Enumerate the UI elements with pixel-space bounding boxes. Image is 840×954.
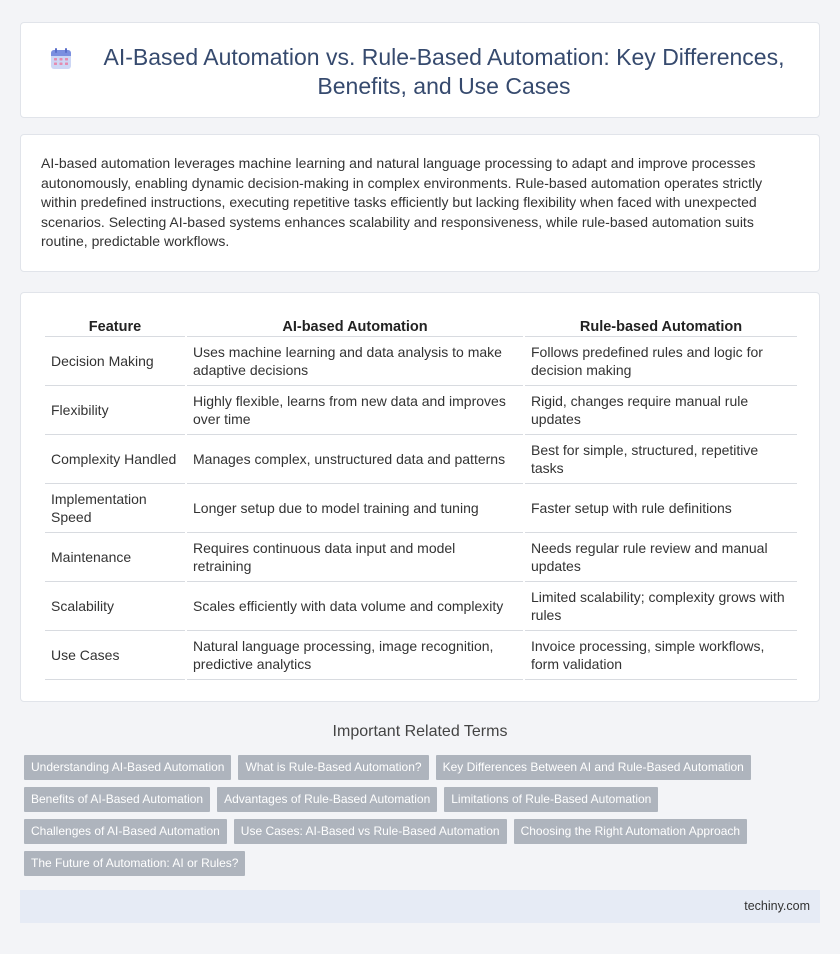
comparison-table	[43, 315, 799, 680]
table-row	[45, 337, 797, 386]
table-row	[45, 533, 797, 582]
feature-cell: Implementation Speed	[45, 484, 185, 533]
intro-paragraph: AI-based automation leverages machine learning and natural language processing to adapt and improve processes autonomously, enabling dynamic decision-making in complex environments. Rule-based automation operates strictly within predefined instructions, executing repetitive tasks efficiently but lacking flexibility when faced with unexpected scenarios. Selecting AI-based systems enhances scalability and responsiveness, while rule-based automation suits routine, predictable workflows.	[41, 155, 763, 249]
footer	[20, 890, 820, 923]
title-card	[20, 22, 820, 118]
feature-cell: Maintenance	[45, 533, 185, 582]
intro-card	[20, 134, 820, 272]
related-term-tag[interactable]: What is Rule-Based Automation?	[238, 755, 428, 780]
feature-cell: Scalability	[45, 582, 185, 631]
ai-cell: Uses machine learning and data analysis to make adaptive decisions	[187, 337, 523, 386]
related-term-tag[interactable]: Benefits of AI-Based Automation	[24, 787, 210, 812]
related-term-tag[interactable]: Limitations of Rule-Based Automation	[444, 787, 658, 812]
feature-cell: Complexity Handled	[45, 435, 185, 484]
table-header-row	[45, 315, 797, 337]
table-row	[45, 631, 797, 680]
related-term-tag[interactable]: Advantages of Rule-Based Automation	[217, 787, 437, 812]
rule-cell: Limited scalability; complexity grows with rules	[525, 582, 797, 631]
rule-cell: Needs regular rule review and manual updates	[525, 533, 797, 582]
ai-cell: Natural language processing, image recognition, predictive analytics	[187, 631, 523, 680]
rule-cell: Best for simple, structured, repetitive tasks	[525, 435, 797, 484]
header-rule-based: Rule-based Automation	[525, 315, 797, 337]
related-terms-list	[24, 755, 814, 876]
page-title: AI-Based Automation vs. Rule-Based Automation: Key Differences, Benefits, and Use Cases	[103, 44, 785, 99]
related-term-tag[interactable]: Understanding AI-Based Automation	[24, 755, 231, 780]
related-term-tag[interactable]: Key Differences Between AI and Rule-Based Automation	[436, 755, 751, 780]
table-row	[45, 435, 797, 484]
table-row	[45, 582, 797, 631]
footer-site-link[interactable]: techiny.com	[744, 899, 810, 913]
related-term-tag[interactable]: Challenges of AI-Based Automation	[24, 819, 227, 844]
related-terms-title: Important Related Terms	[332, 723, 508, 740]
feature-cell: Use Cases	[45, 631, 185, 680]
comparison-card	[20, 292, 820, 702]
related-term-tag[interactable]: Use Cases: AI-Based vs Rule-Based Automation	[234, 819, 507, 844]
related-term-tag[interactable]: The Future of Automation: AI or Rules?	[24, 851, 245, 876]
related-term-tag[interactable]: Choosing the Right Automation Approach	[514, 819, 747, 844]
header-ai-based: AI-based Automation	[187, 315, 523, 337]
rule-cell: Follows predefined rules and logic for decision making	[525, 337, 797, 386]
ai-cell: Longer setup due to model training and tuning	[187, 484, 523, 533]
feature-cell: Decision Making	[45, 337, 185, 386]
ai-cell: Requires continuous data input and model retraining	[187, 533, 523, 582]
ai-cell: Highly flexible, learns from new data and improves over time	[187, 386, 523, 435]
ai-cell: Scales efficiently with data volume and complexity	[187, 582, 523, 631]
feature-cell: Flexibility	[45, 386, 185, 435]
rule-cell: Invoice processing, simple workflows, form validation	[525, 631, 797, 680]
header-feature: Feature	[45, 315, 185, 337]
table-row	[45, 386, 797, 435]
rule-cell: Faster setup with rule definitions	[525, 484, 797, 533]
table-row	[45, 484, 797, 533]
rule-cell: Rigid, changes require manual rule updates	[525, 386, 797, 435]
ai-cell: Manages complex, unstructured data and patterns	[187, 435, 523, 484]
